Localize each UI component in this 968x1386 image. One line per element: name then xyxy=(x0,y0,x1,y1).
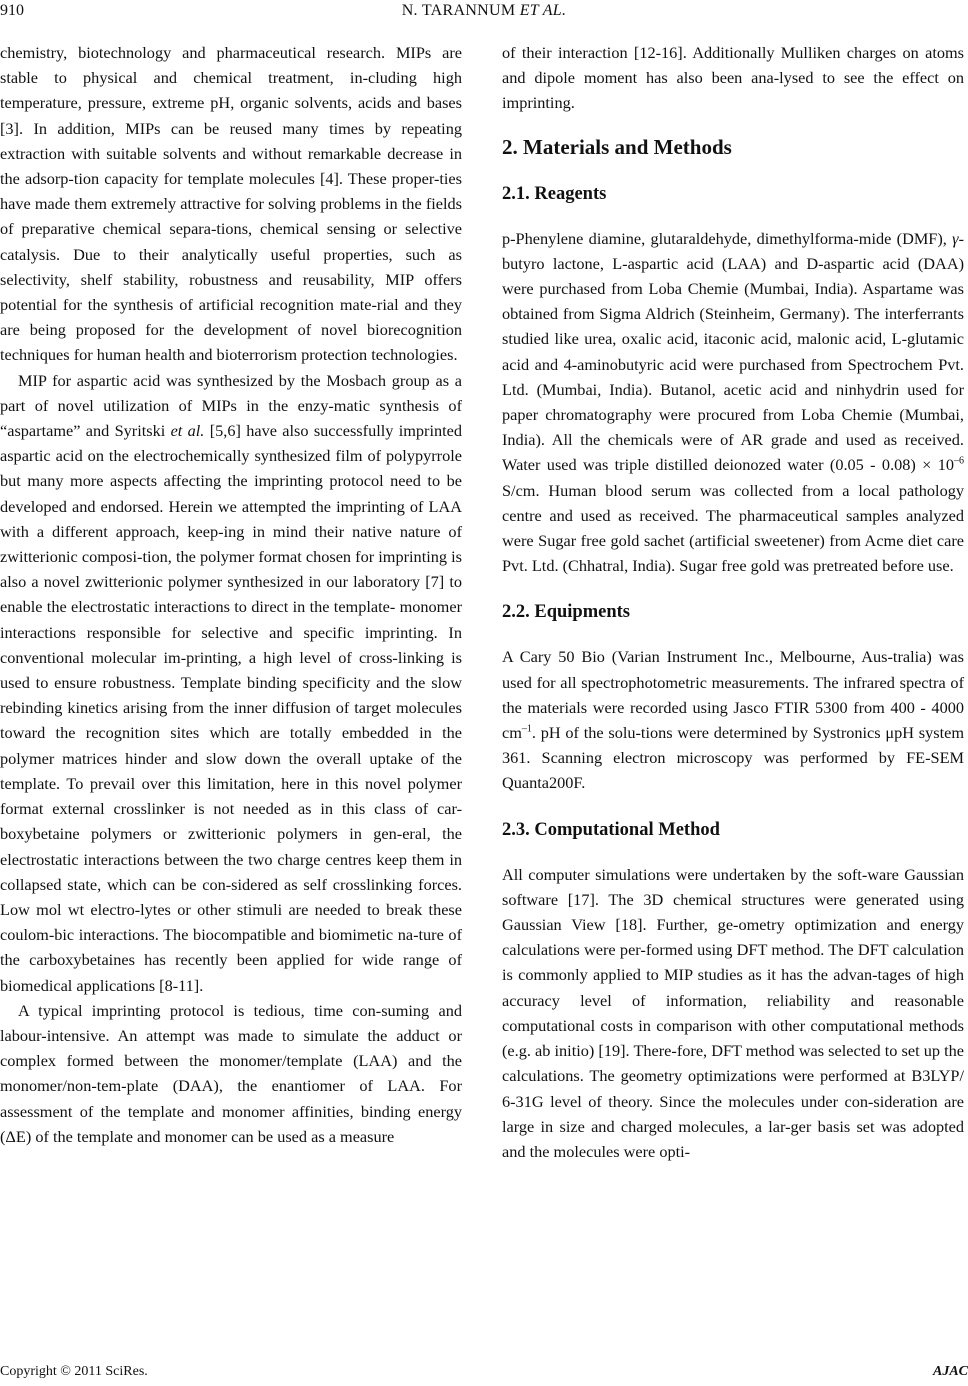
paragraph-text: -butyro lactone, L-aspartic acid (LAA) and D-aspartic acid (DAA) were purchased from Loba Chemie (Mumbai, India). Aspartame was obtained from Sigma Aldrich (Steinheim, Germany). The interferrants studied like urea, oxalic acid, itaconic acid, malonic acid, L-glutamic acid and 4-aminobutyric acid were purchased from Spectrochem Pvt. Ltd. (Mumbai, India). Butanol, acetic acid and ninhydrin used for paper chromatography were procured from Loba Chemie (Mumbai, India). All the chemicals were of AR grade and used as received. Water used was triple distilled deionozed water (0.05 - 0.08) × 10 xyxy=(502,228,964,475)
running-title-etal: ET AL. xyxy=(519,2,567,19)
superscript: –1 xyxy=(521,723,532,735)
paragraph-interaction-continued: of their interaction [12-16]. Additionally Mulliken charges on atoms and dipole moment has also been ana-lysed to see the effect on imprinting. xyxy=(502,43,964,113)
paragraph-equipments xyxy=(502,644,964,795)
paragraph-text: MIP for aspartic acid was synthesized by the Mosbach group as a part of novel utilization of MIPs in the enzy-matic synthesis of “aspartame” and Syritski xyxy=(0,370,462,441)
paragraph-computational-method: All computer simulations were undertaken by the soft-ware Gaussian software [17]. The 3D chemical structures were generated using Gaussian View [18]. Further, ge-ometry optimization and energy calculations were per-formed using DFT method. The DFT calculation is commonly applied to MIP studies as it has the advan-tages of high accuracy level of information, reliability and reasonable computational costs in comparison with other computational methods (e.g. ab initio) [19]. There-fore, DFT method was selected to set up the calculations. The geometry optimizations were performed at B3LYP/ 6-31G level of theory. Since the molecules under con-sideration are large in size and charged molecules, a lar-ger basis set was adopted and the molecules were opti- xyxy=(502,864,964,1161)
left-column xyxy=(0,40,462,1149)
page-number: 910 xyxy=(0,2,24,19)
running-title xyxy=(0,2,968,20)
running-title-authors: N. TARANNUM xyxy=(401,2,516,19)
journal-abbreviation: AJAC xyxy=(932,1364,968,1379)
paragraph-reagents xyxy=(502,226,964,579)
copyright-notice: Copyright © 2011 SciRes. xyxy=(0,1364,148,1379)
paragraph-italic: et al. xyxy=(170,421,205,441)
paragraph-mip-aspartic xyxy=(0,368,462,998)
page-header xyxy=(0,0,968,30)
subsection-heading-equipments: 2.2. Equipments xyxy=(502,602,630,623)
paragraph-imprinting-protocol: A typical imprinting protocol is tedious, time con-suming and labour-intensive. An attempt was made to simulate the adduct or complex formed between the monomer/template (LAA) and the monomer/non-tem-plate (DAA), the enantiomer of LAA. For assessment of the template and monomer affinities, binding energy (ΔE) of the template and monomer can be used as a measure xyxy=(0,1000,462,1146)
page-footer xyxy=(0,1360,968,1386)
superscript: –6 xyxy=(954,456,964,468)
paragraph-intro-continued: chemistry, biotechnology and pharmaceutical research. MIPs are stable to physical and chemical treatment, in-cluding high temperature, pressure, extreme pH, organic solvents, acids and bases [3]. In addition, MIPs can be reused many times by repeating extraction with suitable solvents and without remarkable decrease in the adsorp-tion capacity for template molecules [4]. These proper-ties have made them extremely attractive for solving problems in the fields of preparative chemical separa-tions, chemical sensing or selective catalysis. Due to their analytically useful properties, such as selectivity, shelf stability, robustness and reusability, MIP offers potential for the synthesis of artificial recognition mate-rial and they are being proposed for the development of novel biorecognition techniques for human health and bioterrorism protection technologies. xyxy=(0,43,462,365)
gamma-symbol: γ xyxy=(952,228,959,248)
paragraph-text: p-Phenylene diamine, glutaraldehyde, dimethylforma-mide (DMF), xyxy=(502,228,953,248)
paragraph-text: S/cm. Human blood serum was collected from a local pathology centre and used as received. The pharmaceutical samples analyzed were Sugar free gold sachet (artificial sweetener) from Acme diet care Pvt. Ltd. (Chhatral, India). Sugar free gold was pretreated before use. xyxy=(502,480,964,576)
paragraph-text: [5,6] have also successfully imprinted aspartic acid on the electrochemically synthesized film of polypyrrole but many more aspects affecting the imprinting protocol need to be developed and endorsed. Herein we attempted the imprinting of LAA with a different approach, keep-ing in mind their native nature of zwitterionic composi-tion, the polymer format chosen for imprinting is also a novel zwitterionic polymer synthesized in our laboratory [7] to enable the electrostatic interactions to direct in the template- monomer interactions responsible for selective and specific imprinting. In conventional molecular im-printing, a high level of cross-linking is used to ensure robustness. Template binding specificity and the slow rebinding kinetics arising from the inner diffusion of target molecules toward the recognition sites which are totally embedded in the polymer matrices hinder and slow down the overall uptake of the template. To prevail over this limitation, here in this novel polymer format external crosslinker is not needed as in this class of car-boxybetaine polymers or zwitterionic polymers in gen-eral, the electrostatic interactions between the two charge centres keep them in collapsed state, which can be con-sidered as self crosslinking forces. Low mol wt electro-lytes or other stimuli are needed to break these coulom-bic interactions. The biocompatible and biomimetic na-ture of the carboxybetaines has recently been applied for wide range of biomedical applications [8-11]. xyxy=(0,421,463,995)
right-column xyxy=(502,40,964,1164)
paragraph-text: A Cary 50 Bio (Varian Instrument Inc., Melbourne, Aus-tralia) was used for all spectrophotometric measurements. The infrared spectra of the materials were recorded using Jasco FTIR 5300 from 400 - 4000 cm xyxy=(502,647,964,743)
paragraph-text: . pH of the solu-tions were determined by Systronics μpH system 361. Scanning electron microscopy was performed by FE-SEM Quanta200F. xyxy=(502,723,964,793)
section-heading-materials-methods: 2. Materials and Methods xyxy=(502,134,732,159)
subsection-heading-reagents: 2.1. Reagents xyxy=(502,183,607,204)
subsection-heading-computational-method: 2.3. Computational Method xyxy=(502,819,720,840)
